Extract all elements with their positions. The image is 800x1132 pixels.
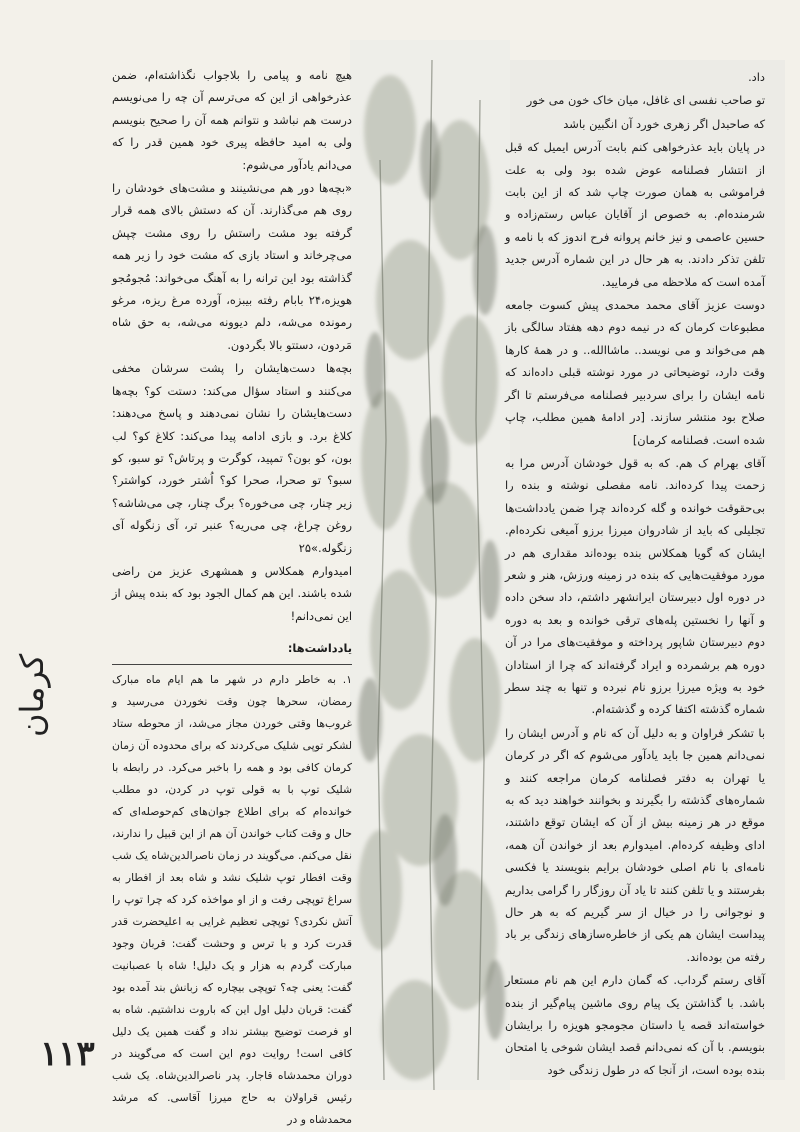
paragraph: دوست عزیز آقای محمد محمدی پیش کسوت جامعه مطبوعات کرمان که در نیمه دوم دهه هفتاد سالگی باز هم می‌خواند و می نویسد.. ماشاالله.. و در همهٔ کارها وقت دارد، توضیحاتی در مورد نوشته قبلی داده‌اند که نامه ایشان را برای سردبیر فصلنامه می‌فرستم تا اگر صلاح بود منتشر سازند. [در ادامهٔ همین مطلب، چاپ شده است. فصلنامه کرمان] [505,298,765,447]
right-text-column [505,66,765,1082]
poem-line: که صاحبدل اگر زهری خورد آن انگبین باشد [563,116,765,131]
quoted-rhyme: «بچه‌ها دور هم می‌نشینند و مشت‌های خودشان را روی هم می‌گذارند. آن که دستش بالای همه قرار گرفته بود مشت راستش را روی مشت چپش می‌چرخاند و استاد بازی که مشت خود را زیر همه گذاشته بود این ترانه را به آهنگ می‌خواند: مُجومُجو هویزه،۲۴ بابام رفته بیبزه، آورده مرغ ریزه، مرغو رمونده می‌شه، دلم دیوونه می‌شه، به حق شاه مَردون، دستتو بالا بگردون. [112,181,352,352]
left-text-column [112,64,352,1132]
page-number: ۱۱۳ [40,1034,95,1074]
notes-divider [112,664,352,665]
paragraph: امیدوارم همکلاس و همشهری عزیز من راضی شده باشند. این هم کمال الجود بود که بنده پیش از این نمی‌دانم! [112,563,352,623]
paragraph: آقای بهرام ک هم. که به قول خودشان آدرس مرا به زحمت پیدا کرده‌اند. نامه مفصلی نوشته و بنده را بی‌حقوقت خوانده و گله کرده‌اند چرا ضمن یادداشت‌ها تجلیلی که باید از شادروان میرزا برزو آمیغی نکرده‌ام. ایشان که گویا همکلاس بنده بوده‌اند مقداری هم در مورد موفقیت‌هایی که بنده در زمینه ورزش، هنر و شعر در دوره اول دبیرستان ایرانشهر داشتم، داد سخن داده و آنها را نخستین پله‌های ترقی خوانده و بعد به دوره دوم دبیرستان شاپور پرداخته و موفقیت‌های مرا در آن دوره هم برشمرده و ایراد گرفته‌اند که چرا از استادان خود به ویژه میرزا برزو نام نبرده و تنها به چند سطر شماره گذشته اکتفا کرده و گذشته‌ام. [505,455,765,717]
footnote: ۱. به خاطر دارم در شهر ما هم ایام ماه مبارک رمضان، سحرها چون وقت نخوردن می‌رسید و غروب‌ها وقتی خوردن مجاز می‌شد، از محوطه ستاد لشکر توپی شلیک می‌کردند که برای محدوده آن زمان کرمان کافی بود و همه را باخبر می‌کرد. در رابطه با شلیک توپ با به قولی توپ در کردن، دو مطلب خوانده‌ام که برای اطلاع جوان‌های کم‌حوصله‌ای که حال و وقت کتاب خواندن آن هم از این قبیل را ندارند، نقل می‌کنم. می‌گویند در زمان ناصرالدین‌شاه یک شب وقت افطار توپ شلیک نشد و شاه بعد از افطار به سراغ توپچی رفت و از او مواخذه کرد که چرا توپ را آتش نکردی؟ توپچی تعظیم غرایی به اعلیحضرت قدر قدرت کرد و با ترس و وحشت گفت: قربان وجود مبارکت گردم به هزار و یک دلیل! شاه با عصبانیت گفت: یعنی چه؟ توپچی بیچاره که زبانش بند آمده بود گفت: قربان دلیل اول این که باروت نداشتیم. شاه به او فرصت توضیح بیشتر نداد و گفت همین یک دلیل کافی است! روایت دوم این است که می‌گویند در دوران محمدشاه قاجار. پدر ناصرالدین‌شاه. یک شب رئیس قراولان به حاج میرزا آقاسی. که مرشد محمدشاه و در [112,672,352,1126]
paragraph: در پایان باید عذرخواهی کنم بابت آدرس ایمیل که قبل از انتشار فصلنامه عوض شده بود ولی به علت فراموشی به همان صورت چاپ شد که از این بابت شرمنده‌ام. به خصوص از آقایان عباس رستم‌زاده و حسین عاصمی و نیز خانم پروانه فرح اندوز که با نامه و تلفن تذکر دادند. به هر حال در این شماره آدرس جدید آمده است که ملاحظه می فرمایید. [505,140,765,289]
paragraph: آقای رستم گرداب. که گمان دارم این هم نام مستعار باشد. با گذاشتن یک پیام روی ماشین پیام‌گیر از بنده خواسته‌اند قصه یا داستان مجومجو هویزه را برایشان بنویسم. با آن که نمی‌دانم قصد ایشان شوخی یا امتحان بنده بوده است، از آنجا که در طول زندگی خود [505,973,765,1077]
paragraph: با تشکر فراوان و به دلیل آن که نام و آدرس ایشان را نمی‌دانم همین جا باید یادآور می‌شوم که اگر در کرمان یا تهران به دفتر فصلنامه کرمان مراجعه کنند و شماره‌های گذشته را بگیرند و بخوانند خواهند دید که به موقع در هر زمینه بیش از آن که ایشان توقع داشتند، ادای وظیفه کرده‌ام. امیدوارم بعد از خواندن آن همه، نامه‌ای با نام اصلی خودشان برایم بنویسند یا فکسی بفرستند و یا تلفن کنند تا یاد آن روزگار را گرامی بداریم و نوجوانی را در خیال از سر گیریم که به هر حال پیداست ایشان هم یکی از خاطره‌سازهای زندگی بر باد رفته من بوده‌اند. [505,725,765,964]
notes-heading: یادداشت‌ها: [287,641,352,656]
paragraph: هیچ نامه و پیامی را بلاجواب نگذاشته‌ام، ضمن عذرخواهی از این که می‌ترسم آن چه را می‌نویسم درست هم نباشد و نتوانم همه آن را صحیح بنویسم ولی به امید حافظه پیری خود همین قدر را که می‌دانم یادآور می‌شوم: [112,68,352,172]
quoted-rhyme: بچه‌ها دست‌هایشان را پشت سرشان مخفی می‌کنند و استاد سؤال می‌کند: دستت کو؟ بچه‌ها دست‌هایشان را نشان نمی‌دهند و پاسخ می‌دهند: کلاغ برد. و بازی ادامه پیدا می‌کند: کلاغ کو؟ لب بون، کو بون؟ تمپید، کوگرت و پرتاش؟ تو سبو، کو سبو؟ تو صحرا، صحرا کو؟ اُشتر خورد، کواشتر؟ زیر چنار، چی می‌خوره؟ برگ چنار، چی می‌شاشه؟ روغن چراغ، چی می‌ریه؟ عنبر تر، آی زنگوله آی زنگوله.»۲۵ [112,361,352,555]
paragraph: داد. [748,70,765,84]
snowy-trees-illustration [350,40,510,1090]
footnotes [112,669,352,1131]
kerman-logo: کرمان [13,653,51,737]
poem-line: تو صاحب نفسی ای غافل، میان خاک خون می خور [526,93,765,108]
